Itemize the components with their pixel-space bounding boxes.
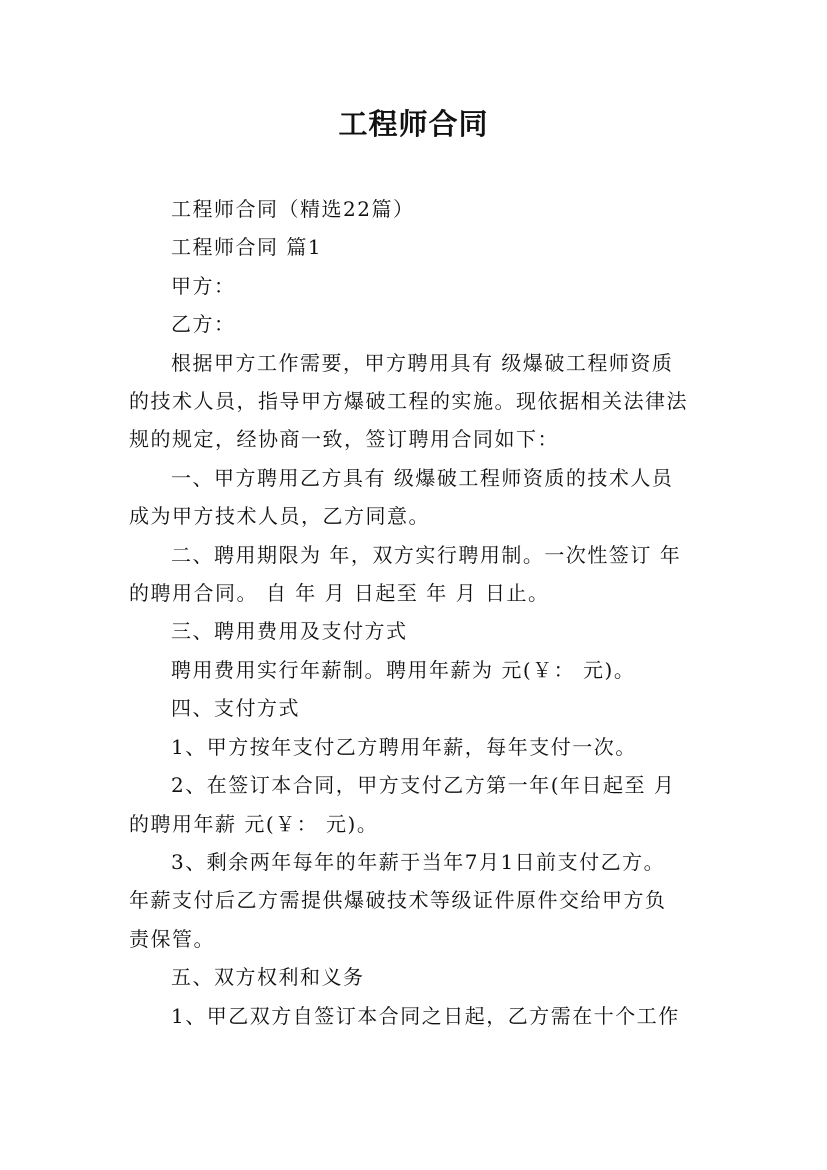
paragraph [129,536,704,613]
text-line: 四、支付方式 [171,696,300,721]
paragraph [129,228,704,266]
paragraph [129,958,704,996]
paragraph [129,651,704,689]
text-line: 五、双方权利和义务 [171,965,365,990]
paragraph [129,190,704,228]
text-line: 1、甲乙双方自签订本合同之日起，乙方需在十个工作 [171,1003,680,1028]
paragraph [129,689,704,727]
text-line: 的聘用合同。 自 年 月 日起至 年 月 日止。 [129,581,550,606]
text-line: 成为甲方技术人员，乙方同意。 [129,504,430,529]
text-line: 二、聘用期限为 年，双方实行聘用制。一次性签订 年 [171,542,682,567]
text-line: 甲方： [171,273,236,298]
paragraph [129,997,704,1035]
paragraph [129,612,704,650]
paragraph [129,305,704,343]
text-line: 三、聘用费用及支付方式 [171,619,408,644]
text-line: 聘用费用实行年薪制。聘用年薪为 元(￥： 元)。 [171,657,636,682]
text-line: 3、剩余两年每年的年薪于当年7月1日前支付乙方。 [171,849,666,874]
document-body [129,190,704,1035]
document-title: 工程师合同 [338,107,489,141]
text-line: 规的规定，经协商一致，签订聘用合同如下： [129,427,559,452]
text-line: 2、在签订本合同，甲方支付乙方第一年(年日起至 月 [171,773,676,798]
paragraph [129,728,704,766]
text-line: 年薪支付后乙方需提供爆破技术等级证件原件交给甲方负 [129,888,667,913]
paragraph [129,459,704,536]
paragraph [129,267,704,305]
text-line: 工程师合同（精选22篇） [171,197,415,221]
text-line: 工程师合同 篇1 [171,235,323,260]
paragraph [129,344,704,459]
text-line: 的聘用年薪 元(￥： 元)。 [129,811,379,836]
text-line: 一、甲方聘用乙方具有 级爆破工程师资质的技术人员 [171,465,674,490]
text-line: 的技术人员，指导甲方爆破工程的实施。现依据相关法律法 [129,389,688,414]
paragraph [129,766,704,843]
text-line: 乙方： [171,312,236,337]
paragraph [129,843,704,958]
text-line: 根据甲方工作需要，甲方聘用具有 级爆破工程师资质 [171,350,674,375]
text-line: 1、甲方按年支付乙方聘用年薪，每年支付一次。 [171,734,637,759]
text-line: 责保管。 [129,926,215,951]
